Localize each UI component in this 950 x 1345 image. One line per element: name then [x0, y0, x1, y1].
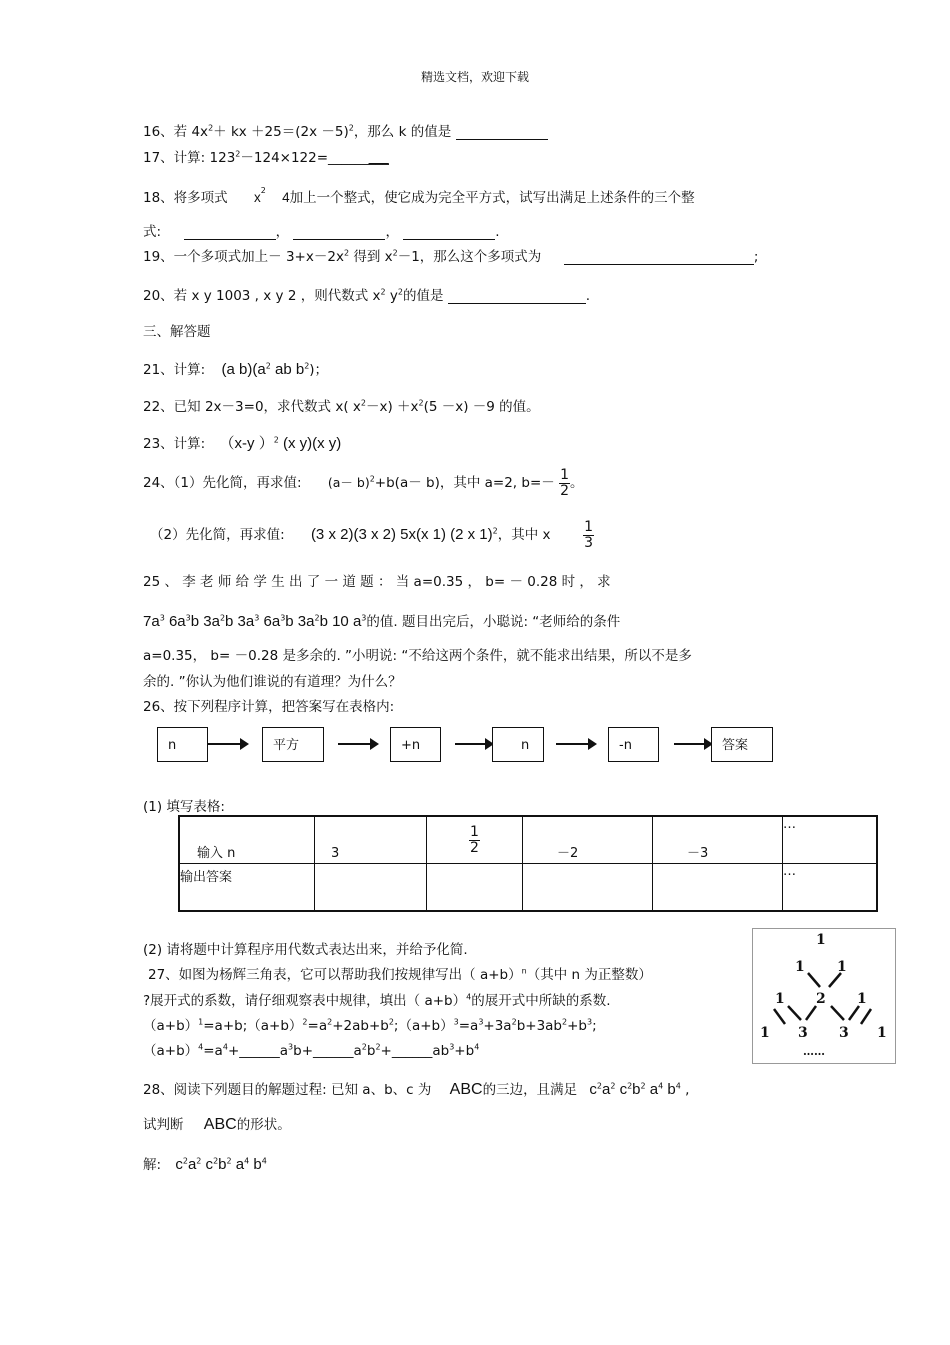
- q18-x: x: [253, 190, 261, 205]
- q20-text-c: 的值是: [402, 288, 444, 304]
- q28-sol-4: b: [218, 1156, 227, 1173]
- section-heading: 三、解答题: [143, 324, 211, 340]
- question-28-line2: [143, 1113, 291, 1134]
- q28-eq-3: c: [615, 1081, 628, 1098]
- q27-c8: +b: [567, 1018, 587, 1034]
- table-output-cell-2[interactable]: [427, 864, 523, 912]
- q27-c5: =a: [458, 1018, 479, 1034]
- q22-text: 22、已知 2x－3=0，求代数式 x( x: [143, 399, 361, 415]
- q25-expr-7: b 10 a: [319, 613, 362, 630]
- triangle-number: 1: [837, 959, 847, 975]
- q28-text-d: 试判断: [143, 1117, 184, 1133]
- question-16: 16、若 $4x^2+$ kx $+25=(2x -5)^2$，那么 k 的值是: [143, 120, 548, 140]
- question-27-line3: $(a+b)^1=a+b;(a+b)^2=a^2+2ab+b^2;(a+b)^3=a^3+3a^2b+3ab^2+b^3$;: [143, 1017, 597, 1034]
- q24b-text-b: ，其中 x: [497, 527, 551, 544]
- q18-comma-2: ，: [385, 224, 399, 240]
- q23-text: 23、计算:: [143, 436, 206, 452]
- question-28: 28、阅读下列题目的解题过程: 已知 a、b、c 为 ABC的三边，且满足 $c^2a^2$ $c^2b^2$ $a^4$ $b^4$ ,: [143, 1081, 690, 1098]
- q21-end: )；: [309, 362, 329, 378]
- q17-text-c: ___: [368, 150, 389, 166]
- q25-expr-2: 6a: [164, 613, 186, 630]
- q25-expr-5: 6a: [259, 613, 281, 630]
- table-fraction: [469, 825, 480, 855]
- question-25-line4: 余的. ”你认为他们谁说的有道理？为什么？: [143, 674, 402, 690]
- q28-text-e: 的形状。: [236, 1117, 291, 1133]
- q18-text: 18、将多项式: [143, 190, 228, 206]
- q18-answer-blank-3[interactable]: [403, 225, 495, 240]
- q27-text: 27、如图为杨辉三角表，它可以帮助我们按规律写出（ a+b）: [148, 967, 522, 983]
- q24-text-b: +b(a－ b)，其中 a=2, b=－: [374, 475, 555, 492]
- question-25-expr: $7a^3$ $6a^3b$ $3a^2b$ $3a^3$ $6a^3b$ $3a^2b$ 10 $a^3$的值. 题目出完后，小聪说: “老师给的条件: [143, 613, 621, 630]
- question-17: 17、计算: $123^2-124\times 122=\_\_\_\_\_\_\_\_\_$: [143, 149, 389, 166]
- triangle-number: 3: [839, 1025, 849, 1041]
- q24b-frac-num: 1: [584, 519, 594, 535]
- q24-fraction: [559, 468, 570, 498]
- q26-part1-label: (1) 填写表格:: [143, 799, 225, 815]
- q28-eq-end: ,: [680, 1082, 690, 1098]
- q28-sol-1: c: [175, 1156, 183, 1173]
- question-26: 26、按下列程序计算，把答案写在表格内:: [143, 699, 395, 715]
- q27-c6: +3a: [483, 1018, 512, 1034]
- q28-sol-5: a: [231, 1156, 245, 1173]
- q19-text-b: 得到 x: [353, 249, 393, 265]
- q28-abc-2: ABC: [203, 1116, 237, 1133]
- q24-frac-num: 1: [560, 467, 569, 483]
- question-18: 18、将多项式 $x^2$ 4加上一个整式，使它成为完全平方式，试写出满足上述条件的三个整: [143, 185, 695, 206]
- q19-text-c: －1，那么这个多项式为: [397, 249, 542, 265]
- question-27-line2: ?展开式的系数，请仔细观察表中规律，填出（ a+b）$^4$的展开式中所缺的系数.: [143, 992, 611, 1009]
- q22-text-c: (5 －x) －9 的值。: [423, 399, 540, 415]
- table-frac-num: 1: [470, 823, 479, 840]
- q21-expr-b: ab b: [270, 361, 305, 378]
- question-25-line3: a=0.35， b= －0.28 是多余的. ”小明说: “不给这两个条件，就不能求出结果，所以不是多: [143, 648, 692, 664]
- question-19: 19、一个多项式加上－ $3+x-2x^2$ 得到 $x^2-1$，那么这个多项式为 ;: [143, 248, 759, 265]
- triangle-number: 1: [877, 1025, 887, 1041]
- table-cell-input-3: －2: [523, 816, 653, 864]
- q26-part2-label: (2) 请将题中计算程序用代数式表达出来，并给予化简.: [143, 942, 468, 958]
- q18-answer-blank-1[interactable]: [184, 225, 276, 240]
- triangle-number: 1: [795, 959, 805, 975]
- triangle-number: 1: [760, 1025, 770, 1041]
- q24b-expr: (3 x 2)(3 x 2) 5x(x 1) (2 x 1): [310, 526, 493, 544]
- q25-expr-6: b 3a: [285, 613, 315, 630]
- q27-c: （a+b）: [143, 1018, 199, 1034]
- q27-c2: =a: [307, 1018, 328, 1034]
- q16-text-b: ＋ kx ＋25＝(2x －5): [213, 124, 349, 140]
- program-box-square: 平方: [262, 727, 324, 762]
- program-box-answer: 答案: [711, 727, 773, 762]
- program-arrow: [338, 743, 372, 745]
- table-frac-den: 2: [470, 839, 479, 856]
- triangle-number: 1: [816, 932, 826, 948]
- q16-text-c: ，那么 k 的值是: [353, 124, 452, 140]
- q28-sol-2: a: [187, 1156, 197, 1173]
- q25-expr-3: b 3a: [190, 613, 220, 630]
- program-arrow: [208, 743, 242, 745]
- q27-text-b: ?展开式的系数，请仔细观察表中规律，填出（ a+b）: [143, 993, 467, 1009]
- q27-d: （a+b）: [143, 1043, 199, 1059]
- table-output-cell-1[interactable]: [315, 864, 427, 912]
- q27-c3: +2ab+b: [332, 1018, 389, 1034]
- table-output-cell-4[interactable]: [653, 864, 783, 912]
- table-label-output: 输出答案: [179, 864, 315, 912]
- q28-sol-6: b: [249, 1156, 262, 1173]
- question-25: 25 、 李 老 师 给 学 生 出 了 一 道 题 ： 当 a=0.35 ， b= － 0.28 时 ， 求: [143, 574, 611, 590]
- q28-eq-4: b: [632, 1081, 641, 1098]
- q27-text-b2: 的展开式中所缺的系数.: [471, 993, 611, 1009]
- q27-d3: b+______a: [293, 1043, 362, 1059]
- q21-expr: (a b)(a: [221, 361, 266, 378]
- q28-text-b: 的三边，且满足: [482, 1082, 578, 1098]
- q24b-text: （2）先化简，再求值:: [150, 527, 285, 544]
- table-label-input: 输入 n: [179, 816, 315, 864]
- q28-eq-5: a: [645, 1081, 659, 1098]
- q24-text: 24、（1）先化简，再求值:: [143, 475, 302, 492]
- q20-answer-blank[interactable]: [448, 289, 586, 304]
- q27-text-a2: （其中 n 为正整数）: [526, 967, 652, 983]
- q21-text: 21、计算:: [143, 362, 206, 378]
- q27-d6: +b: [454, 1043, 475, 1059]
- q20-text: 20、若 x y 1003 , x y 2 ，则代数式 x: [143, 288, 381, 304]
- q22-text-b: －x) ＋x: [365, 399, 419, 415]
- q17-text: 17、计算: 123: [143, 150, 236, 166]
- answer-table: [178, 815, 878, 912]
- yanghui-triangle-figure: [752, 928, 896, 1064]
- program-arrow: [556, 743, 590, 745]
- program-box-divide-n: n: [492, 727, 544, 762]
- q28-abc: ABC: [449, 1081, 483, 1098]
- q18-answer-blank-2[interactable]: [293, 225, 385, 240]
- triangle-number: 1: [857, 991, 867, 1007]
- table-row-output: [179, 864, 877, 912]
- q20-end: .: [585, 288, 591, 304]
- table-output-cell-3[interactable]: [523, 864, 653, 912]
- q19-end: ;: [753, 249, 759, 265]
- triangle-number: 1: [775, 991, 785, 1007]
- q28-solution-label: 解:: [143, 1157, 162, 1173]
- triangle-number: 2: [816, 991, 826, 1007]
- q24-expr: (a－ b): [327, 475, 370, 491]
- q27-c9: ;: [592, 1018, 597, 1034]
- q25-expr-1: 7a: [143, 613, 160, 630]
- question-21: 21、计算: (a $b)(a^2$ ab $b^2$)；: [143, 361, 329, 378]
- table-cell-input-2: [427, 816, 523, 864]
- program-arrow: [455, 743, 487, 745]
- table-cell-ellipsis: …: [783, 816, 878, 864]
- q27-c7: b+3ab: [516, 1018, 562, 1034]
- q18-four: 4: [282, 190, 290, 205]
- question-27-line4: $(a+b)^4=a^4+\_\_\_\_\_\_a^3b+\_\_\_\_\_\_a^2b^2+\_\_\_\_\_\_ab^3+b^4$: [143, 1042, 480, 1059]
- q28-eq-2: a: [601, 1081, 611, 1098]
- q27-d5: +______ab: [380, 1043, 450, 1059]
- q27-d2: +______a: [227, 1043, 289, 1059]
- q24b-fraction: [583, 520, 594, 550]
- q19-text: 19、一个多项式加上－ 3+x－2x: [143, 249, 344, 265]
- q27-d4: b: [366, 1043, 376, 1059]
- q19-answer-blank[interactable]: [564, 250, 754, 265]
- q24-end: 。: [570, 475, 584, 492]
- q28-text: 28、阅读下列题目的解题过程: 已知 a、b、c 为: [143, 1082, 432, 1098]
- program-box-minus-n: -n: [608, 727, 659, 762]
- q27-c4: ;（a+b）: [393, 1018, 454, 1034]
- table-cell-input-1: 3: [315, 816, 427, 864]
- q24b-frac-den: 3: [584, 534, 594, 551]
- question-22: 22、已知 2x－3=0，求代数式 x( $x^2-x) +x^2(5 -x) -9$ 的值。: [143, 398, 540, 415]
- question-27: 27、如图为杨辉三角表，它可以帮助我们按规律写出（ a+b）$^n$（其中 n 为正整数）: [148, 966, 652, 983]
- q25-text-b: 的值. 题目出完后，小聪说: “老师给的条件: [366, 614, 621, 630]
- q16-text: 16、若 4x: [143, 124, 209, 140]
- q18-text-c: 式:: [143, 224, 162, 240]
- question-28-solution: 解: $c^2a^2$ $c^2b^2$ $a^4$ $b^4$: [143, 1156, 267, 1173]
- q27-d1: =a: [203, 1043, 223, 1059]
- triangle-ellipsis: ……: [803, 1045, 825, 1058]
- question-20: 20、若 x y 1003 , x y 2 ，则代数式 $x^2$ $y^2$的值是 .: [143, 287, 591, 304]
- page-header: 精选文档，欢迎下载: [420, 70, 529, 84]
- table-row-input: [179, 816, 877, 864]
- q18-period: .: [495, 224, 500, 240]
- q23-expr-b: (x y)(x y): [278, 435, 342, 452]
- program-box-input: n: [157, 727, 208, 762]
- q23-expr: （x-y ）: [219, 435, 274, 452]
- program-box-plus-n: +n: [390, 727, 441, 762]
- program-arrow: [674, 743, 706, 745]
- q28-eq-1: c: [589, 1081, 597, 1098]
- question-24: 24、（1）先化简，再求值: $(a- b)^2+b(a- b)$，其中 a=2, b=－ $\frac{1}{2}$ 。: [143, 467, 584, 499]
- question-18-answers: [143, 220, 500, 240]
- q27-c1: =a+b;（a+b）: [203, 1018, 303, 1034]
- q18-comma: ，: [275, 224, 290, 240]
- question-24-part2: （2）先化简，再求值: (3 x 2)(3 x 2) 5x(x 1) (2 x 1)$^2$，其中 x $\frac{1}{3}$: [150, 519, 594, 551]
- q28-sol-3: c: [201, 1156, 214, 1173]
- q17-text-b: －124×122=______: [240, 150, 369, 166]
- q25-expr-4: b 3a: [225, 613, 255, 630]
- q24-frac-den: 2: [560, 482, 569, 499]
- q20-text-b: y: [385, 288, 398, 304]
- q18-text-b: 加上一个整式，使它成为完全平方式，试写出满足上述条件的三个整: [289, 190, 695, 206]
- question-23: 23、计算: （x-y ）$^2$ (x y)(x y): [143, 435, 342, 452]
- q28-eq-6: b: [663, 1081, 676, 1098]
- triangle-number: 3: [798, 1025, 808, 1041]
- table-cell-input-4: －3: [653, 816, 783, 864]
- q16-answer-blank[interactable]: [456, 125, 548, 140]
- table-output-ellipsis: …: [783, 864, 878, 912]
